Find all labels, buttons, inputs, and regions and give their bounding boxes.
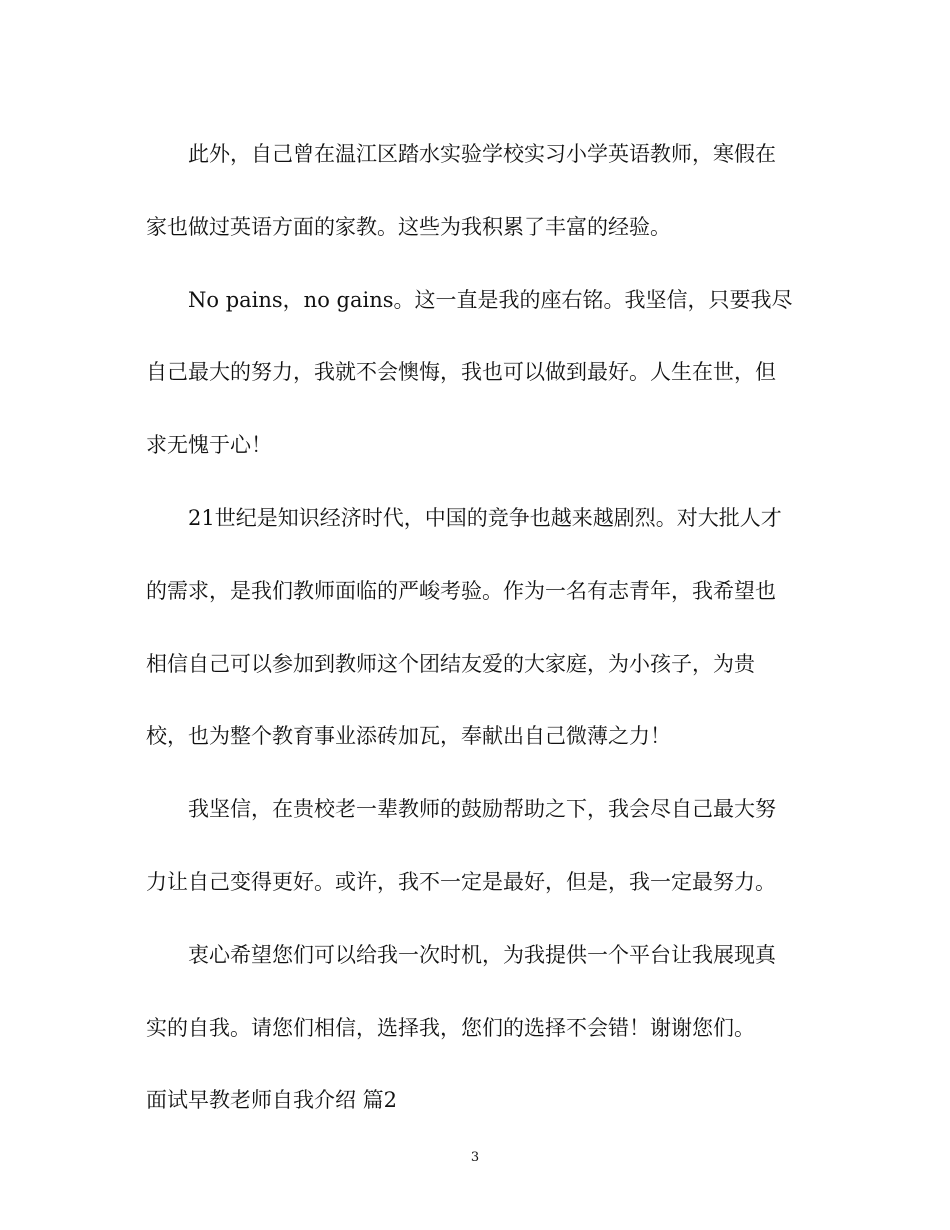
paragraph-internship (146, 118, 806, 264)
section-heading: 面试早教老师自我介绍 篇2 (146, 1088, 398, 1113)
paragraph-line: 家也做过英语方面的家教。这些为我积累了丰富的经验。 (146, 214, 671, 239)
paragraph-line: No pains，no gains。这一直是我的座右铭。我坚信，只要我尽 (188, 287, 793, 312)
paragraph-line: 的需求，是我们教师面临的严峻考验。作为一名有志青年，我希望也 (146, 578, 776, 603)
paragraph-line: 衷心希望您们可以给我一次时机，为我提供一个平台让我展现真 (188, 942, 776, 967)
page-number: 3 (470, 1150, 480, 1165)
paragraph-line: 自己最大的努力，我就不会懊悔，我也可以做到最好。人生在世，但 (146, 360, 776, 385)
paragraph-line: 校，也为整个教育事业添砖加瓦，奉献出自己微薄之力！ (146, 724, 671, 749)
document-body (146, 118, 806, 1137)
paragraph-line: 求无愧于心！ (146, 433, 272, 458)
paragraph-belief (146, 773, 806, 919)
paragraph-line: 相信自己可以参加到教师这个团结友爱的大家庭，为小孩子，为贵 (146, 651, 755, 676)
paragraph-closing (146, 919, 806, 1065)
paragraph-motto (146, 264, 806, 482)
paragraph-line: 21世纪是知识经济时代，中国的竞争也越来越剧烈。对大批人才 (188, 505, 782, 530)
paragraph-line: 此外，自己曾在温江区踏水实验学校实习小学英语教师，寒假在 (188, 142, 776, 166)
paragraph-line: 力让自己变得更好。或许，我不一定是最好，但是，我一定最努力。 (146, 869, 776, 894)
paragraph-century (146, 482, 806, 773)
paragraph-line: 我坚信，在贵校老一辈教师的鼓励帮助之下，我会尽自己最大努 (188, 797, 776, 822)
paragraph-line: 实的自我。请您们相信，选择我，您们的选择不会错！谢谢您们。 (146, 1015, 755, 1040)
